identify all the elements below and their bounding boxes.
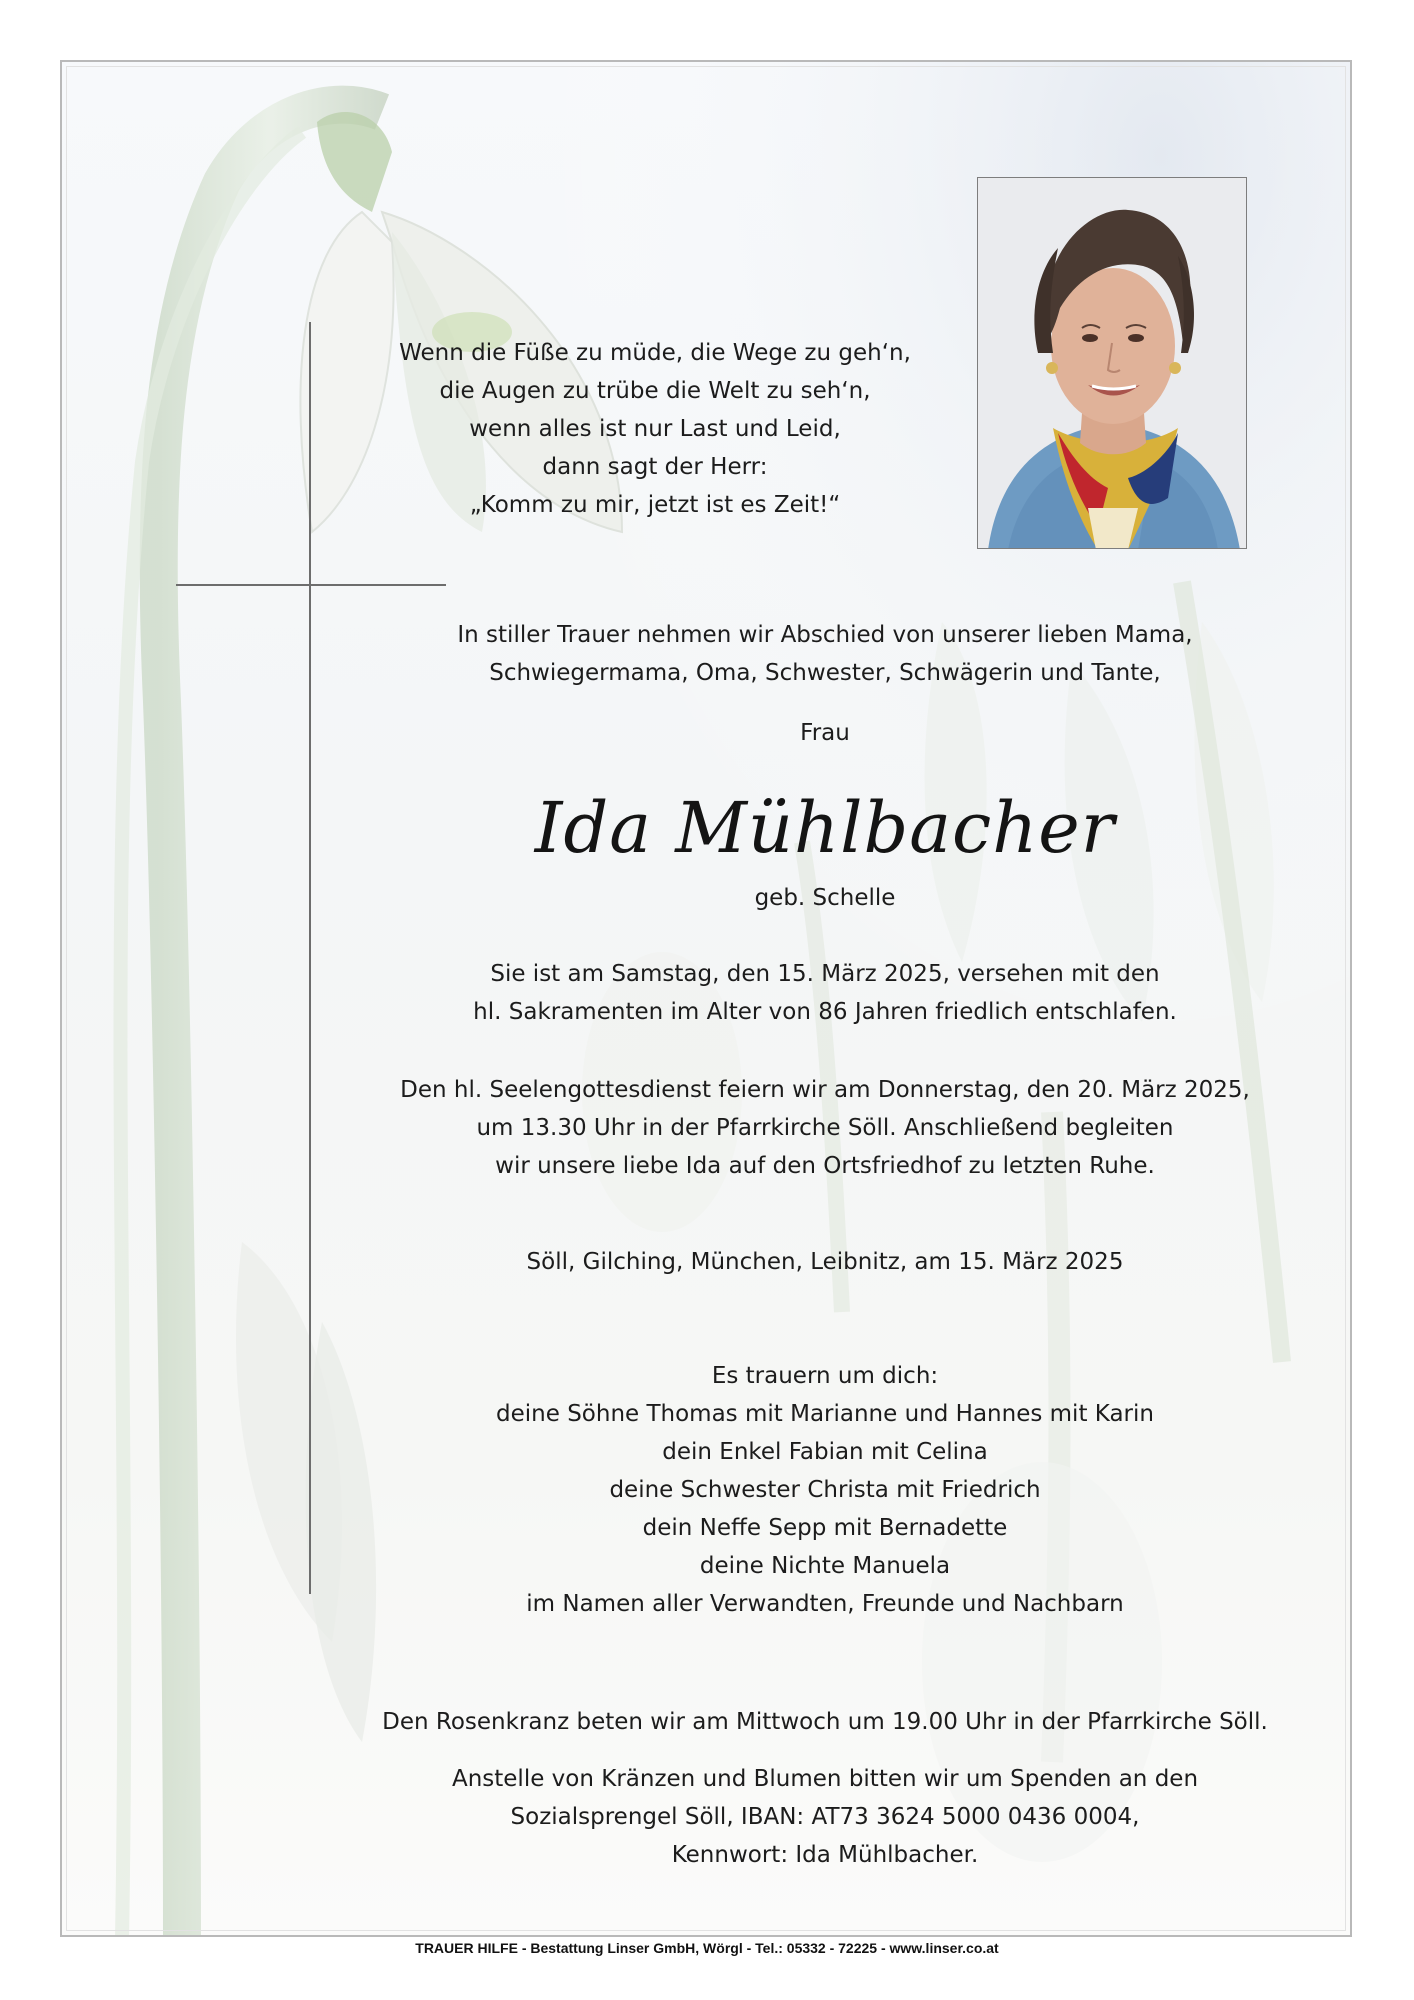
poem-line: „Komm zu mir, jetzt ist es Zeit!“ bbox=[469, 492, 841, 518]
mourners bbox=[300, 1357, 1350, 1623]
funeral-home-footer: TRAUER HILFE - Bestattung Linser GmbH, Wörgl - Tel.: 05332 - 72225 - www.linser.co.at bbox=[415, 1940, 999, 1956]
rosary-notice bbox=[300, 1703, 1350, 1741]
place-date bbox=[300, 1243, 1350, 1281]
mourner-line: im Namen aller Verwandten, Freunde und Nachbarn bbox=[526, 1591, 1124, 1617]
donation-line: Kennwort: Ida Mühlbacher. bbox=[671, 1842, 979, 1868]
poem-line: die Augen zu trübe die Welt zu seh‘n, bbox=[439, 378, 871, 404]
poem-line: dann sagt der Herr: bbox=[542, 454, 768, 480]
birth-name bbox=[300, 879, 1350, 917]
death-notice-line: Sie ist am Samstag, den 15. März 2025, versehen mit den bbox=[490, 961, 1160, 987]
cross-horizontal-line bbox=[176, 584, 446, 586]
salutation bbox=[300, 714, 1350, 752]
salutation-text: Frau bbox=[800, 720, 850, 746]
death-notice-line: hl. Sakramenten im Alter von 86 Jahren friedlich entschlafen. bbox=[473, 999, 1177, 1025]
mourner-line: dein Neffe Sepp mit Bernadette bbox=[642, 1515, 1008, 1541]
mourner-line: deine Schwester Christa mit Friedrich bbox=[609, 1477, 1041, 1503]
donation-line: Anstelle von Kränzen und Blumen bitten wir um Spenden an den bbox=[451, 1766, 1199, 1792]
place-date-text: Söll, Gilching, München, Leibnitz, am 15. März 2025 bbox=[526, 1249, 1124, 1275]
mourner-line: deine Söhne Thomas mit Marianne und Hannes mit Karin bbox=[496, 1401, 1154, 1427]
poem-line: Wenn die Füße zu müde, die Wege zu geh‘n, bbox=[399, 340, 911, 366]
mourner-line: deine Nichte Manuela bbox=[699, 1553, 951, 1579]
birth-name-text: geb. Schelle bbox=[754, 885, 896, 911]
service-line: um 13.30 Uhr in der Pfarrkirche Söll. Anschließend begleiten bbox=[476, 1115, 1174, 1141]
deceased-name: Ida Mühlbacher bbox=[534, 787, 1116, 869]
poem-line: wenn alles ist nur Last und Leid, bbox=[469, 416, 841, 442]
intro-line: Schwiegermama, Oma, Schwester, Schwägerin und Tante, bbox=[489, 660, 1161, 686]
service-info bbox=[300, 1071, 1350, 1185]
memorial-poem bbox=[360, 334, 950, 524]
donation-notice bbox=[300, 1760, 1350, 1874]
intro-text bbox=[300, 616, 1350, 692]
rosary-text: Den Rosenkranz beten wir am Mittwoch um 19.00 Uhr in der Pfarrkirche Söll. bbox=[382, 1709, 1268, 1735]
service-line: Den hl. Seelengottesdienst feiern wir am Donnerstag, den 20. März 2025, bbox=[400, 1077, 1250, 1103]
service-line: wir unsere liebe Ida auf den Ortsfriedhof zu letzten Ruhe. bbox=[495, 1153, 1155, 1179]
donation-line: Sozialsprengel Söll, IBAN: AT73 3624 5000 0436 0004, bbox=[510, 1804, 1140, 1830]
mourners-heading: Es trauern um dich: bbox=[711, 1363, 939, 1389]
intro-line: In stiller Trauer nehmen wir Abschied von unserer lieben Mama, bbox=[457, 622, 1193, 648]
death-notice bbox=[300, 955, 1350, 1031]
portrait-photo bbox=[977, 177, 1247, 549]
mourner-line: dein Enkel Fabian mit Celina bbox=[662, 1439, 988, 1465]
